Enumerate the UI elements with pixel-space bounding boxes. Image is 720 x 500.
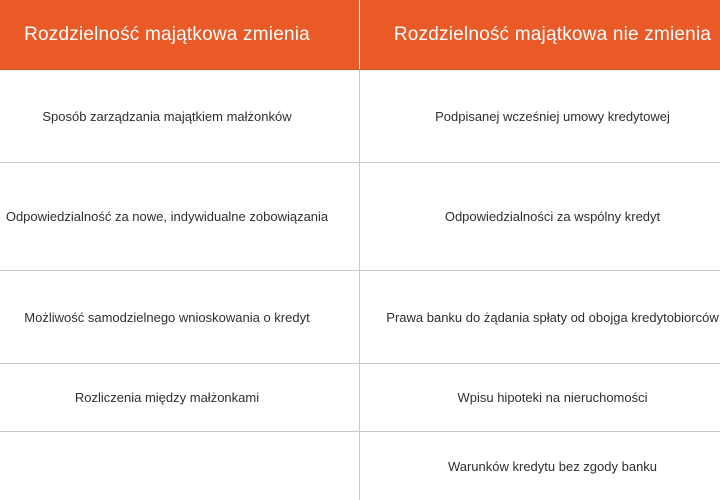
table-row: [0, 432, 720, 500]
does-not-change-cell: Odpowiedzialności za wspólny kredyt: [444, 209, 661, 224]
changes-cell: Sposób zarządzania majątkiem małżonków: [0, 70, 360, 162]
changes-cell: [0, 432, 360, 500]
does-not-change-cell: Podpisanej wcześniej umowy kredytowej: [435, 108, 670, 124]
table-header-row: [0, 0, 720, 70]
changes-cell: Możliwość samodzielnego wnioskowania o kredyt: [0, 271, 360, 363]
header-changes: Rozdzielność majątkowa zmienia: [0, 0, 360, 69]
does-not-change-cell: Prawa banku do żądania spłaty od obojga kredytobiorców: [386, 309, 719, 325]
table-row: [0, 70, 720, 163]
does-not-change-cell: Warunków kredytu bez zgody banku: [447, 458, 658, 474]
table-row: [0, 364, 720, 432]
changes-cell: Odpowiedzialność za nowe, indywidualne zobowiązania: [0, 163, 360, 270]
header-does-not-change: Rozdzielność majątkowa nie zmienia: [393, 23, 712, 45]
changes-cell: Rozliczenia między małżonkami: [0, 364, 360, 431]
table-row: [0, 163, 720, 271]
does-not-change-cell: Wpisu hipoteki na nieruchomości: [457, 390, 648, 405]
table-row: [0, 271, 720, 364]
